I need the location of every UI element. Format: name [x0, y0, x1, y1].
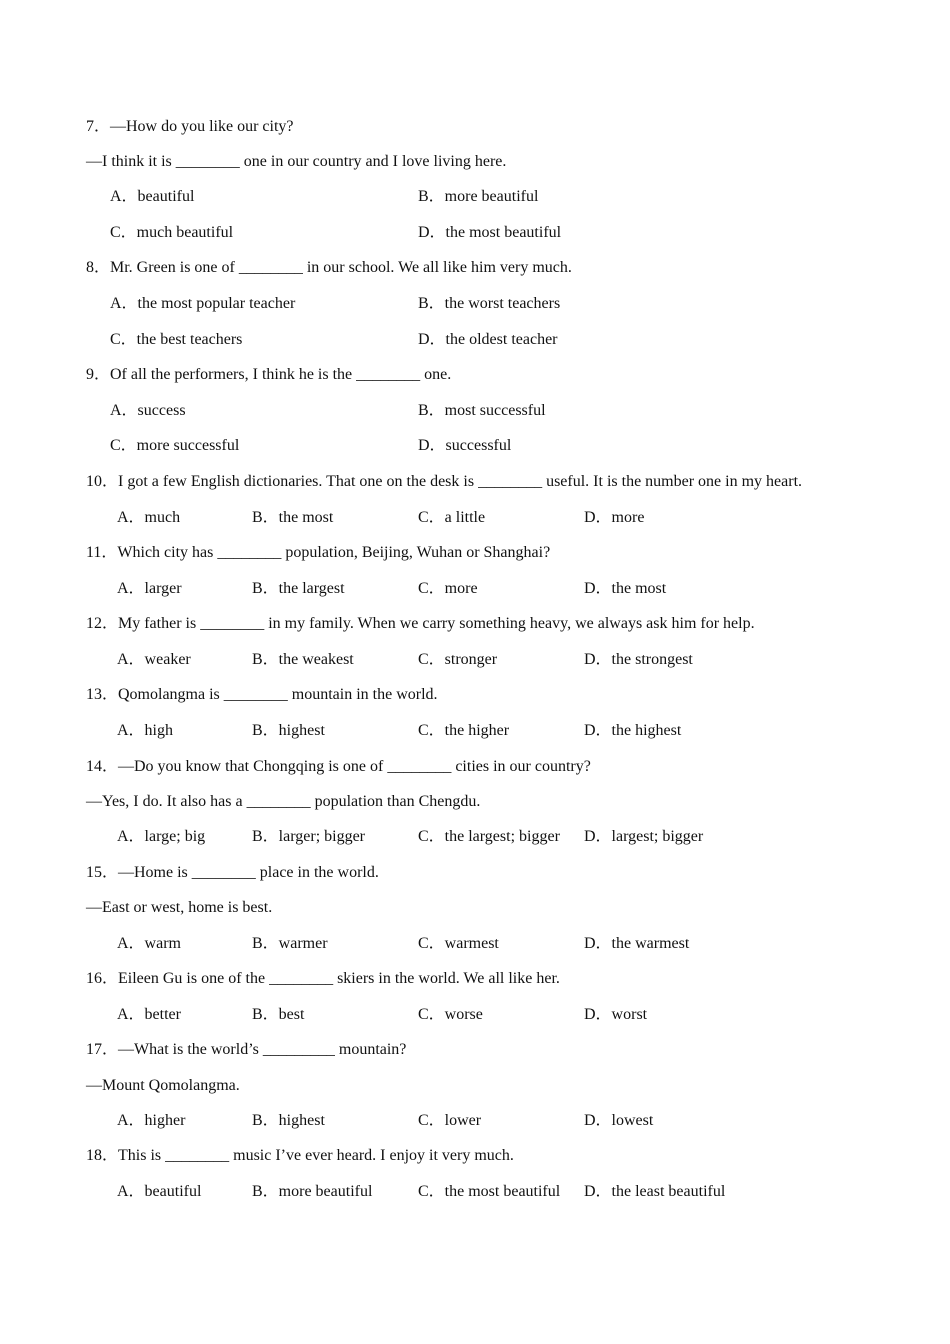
question-7-option-d: D．the most beautiful	[418, 224, 562, 241]
question-13-option-c: C．the higher	[418, 722, 510, 739]
question-7-stem: 7．—How do you like our city?	[86, 118, 294, 135]
question-8-option-a: A．the most popular teacher	[110, 295, 296, 312]
question-11-option-b: B．the largest	[252, 580, 345, 597]
question-12-option-b: B．the weakest	[252, 651, 354, 668]
question-9-option-a: A．success	[110, 402, 186, 419]
question-7-option-c: C．much beautiful	[110, 224, 234, 241]
question-17-option-b: B．highest	[252, 1112, 325, 1129]
question-17-option-a: A．higher	[117, 1112, 186, 1129]
question-15-option-a: A．warm	[117, 935, 181, 952]
question-15-option-c: C．warmest	[418, 935, 499, 952]
question-16-option-c: C．worse	[418, 1006, 483, 1023]
question-10-stem: 10．I got a few English dictionaries. That one on the desk is ________ useful. It is the number one in my heart.	[86, 473, 803, 490]
question-8-option-b: B．the worst teachers	[418, 295, 561, 312]
question-12-option-c: C．stronger	[418, 651, 498, 668]
question-16-option-b: B．best	[252, 1006, 305, 1023]
question-11-option-d: D．the most	[584, 580, 667, 597]
question-14-option-a: A．large; big	[117, 828, 206, 845]
question-7-option-b: B．more beautiful	[418, 188, 539, 205]
question-9-option-d: D．successful	[418, 437, 512, 454]
question-15-option-d: D．the warmest	[584, 935, 690, 952]
question-18-option-d: D．the least beautiful	[584, 1183, 726, 1200]
question-18-stem: 18．This is ________ music I’ve ever heard. I enjoy it very much.	[86, 1147, 514, 1164]
question-12-stem: 12．My father is ________ in my family. When we carry something heavy, we always ask him for help.	[86, 615, 755, 632]
question-9-option-b: B．most successful	[418, 402, 546, 419]
question-9-stem: 9．Of all the performers, I think he is the ________ one.	[86, 366, 452, 383]
question-15-option-b: B．warmer	[252, 935, 328, 952]
question-18-option-a: A．beautiful	[117, 1183, 202, 1200]
question-8-option-c: C．the best teachers	[110, 331, 243, 348]
question-13-option-a: A．high	[117, 722, 174, 739]
question-16-option-d: D．worst	[584, 1006, 648, 1023]
question-9-option-c: C．more successful	[110, 437, 240, 454]
question-10-option-c: C．a little	[418, 509, 486, 526]
question-17-response: —Mount Qomolangma.	[86, 1077, 240, 1094]
question-18-option-b: B．more beautiful	[252, 1183, 373, 1200]
question-8-option-d: D．the oldest teacher	[418, 331, 558, 348]
question-8-stem: 8．Mr. Green is one of ________ in our school. We all like him very much.	[86, 259, 572, 276]
question-14-response: —Yes, I do. It also has a ________ population than Chengdu.	[86, 793, 481, 810]
question-10-option-d: D．more	[584, 509, 645, 526]
question-7-response: —I think it is ________ one in our country and I love living here.	[86, 153, 507, 170]
question-10-option-b: B．the most	[252, 509, 334, 526]
question-10-option-a: A．much	[117, 509, 181, 526]
question-18-option-c: C．the most beautiful	[418, 1183, 561, 1200]
question-14-option-d: D．largest; bigger	[584, 828, 704, 845]
question-11-stem: 11．Which city has ________ population, Beijing, Wuhan or Shanghai?	[86, 544, 551, 561]
question-11-option-a: A．larger	[117, 580, 182, 597]
question-11-option-c: C．more	[418, 580, 478, 597]
question-15-stem: 15．—Home is ________ place in the world.	[86, 864, 379, 881]
question-7-option-a: A．beautiful	[110, 188, 195, 205]
question-14-option-b: B．larger; bigger	[252, 828, 366, 845]
question-13-option-b: B．highest	[252, 722, 325, 739]
question-16-stem: 16．Eileen Gu is one of the ________ skiers in the world. We all like her.	[86, 970, 560, 987]
question-17-option-c: C．lower	[418, 1112, 482, 1129]
question-12-option-a: A．weaker	[117, 651, 191, 668]
question-16-option-a: A．better	[117, 1006, 181, 1023]
question-12-option-d: D．the strongest	[584, 651, 693, 668]
question-13-stem: 13．Qomolangma is ________ mountain in the world.	[86, 686, 438, 703]
question-14-option-c: C．the largest; bigger	[418, 828, 560, 845]
question-13-option-d: D．the highest	[584, 722, 682, 739]
question-17-stem: 17．—What is the world’s _________ mountain?	[86, 1041, 407, 1058]
question-17-option-d: D．lowest	[584, 1112, 654, 1129]
question-14-stem: 14．—Do you know that Chongqing is one of ________ cities in our country?	[86, 758, 591, 775]
question-15-response: —East or west, home is best.	[86, 899, 273, 916]
